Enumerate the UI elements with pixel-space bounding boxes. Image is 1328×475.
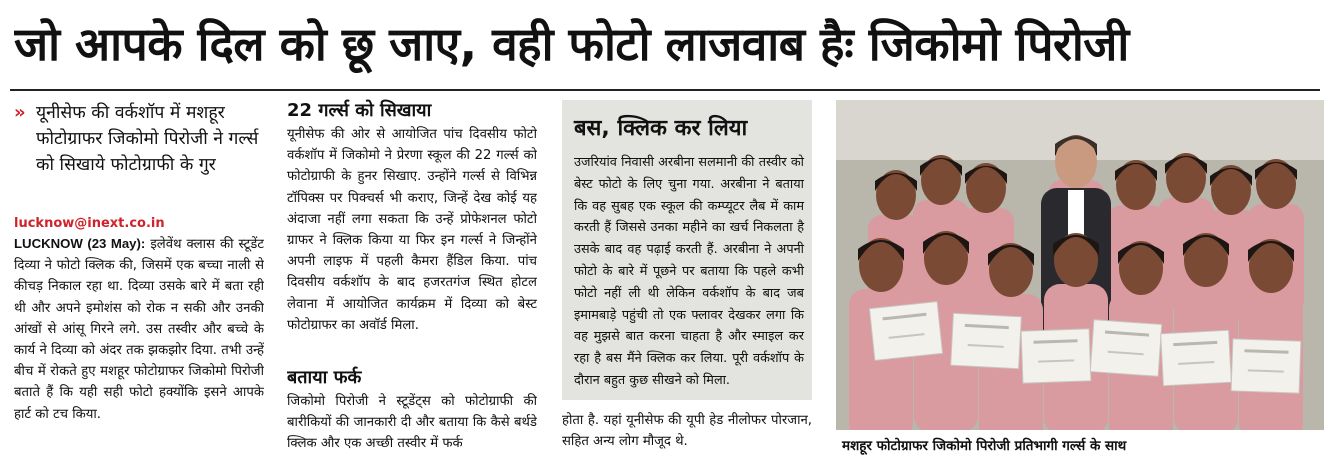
column-2-top [287, 98, 537, 373]
certificate [951, 313, 1022, 368]
reporter-email[interactable]: lucknow@inext.co.in [14, 216, 165, 231]
group-photo-illustration [836, 100, 1324, 430]
certificate [1161, 330, 1232, 385]
box-body: उजरियांव निवासी अरबीना सलमानी की तस्वीर को बेस्ट फोटो के लिए चुना गया. अरबीना ने बताया कि वह सुबह एक स्कूल की कम्प्यूटर लैब में काम करती हैं जिससे उनका महीने का खर्च निकलता है उसके बाद वह पढ़ाई करती हैं. अरबीना ने अपनी फोटो के बारे में पूछने पर बताया कि पहले कभी फोटो नहीं ली थी लेकिन वर्कशॉप के बाद जब इमामबाड़े पहुंची तो एक फ्लावर देखकर लगा कि वह मुझसे बात करना चाहता है और स्माइल कर रहा है बस मैंने क्लिक कर लिया. पूरी वर्कशॉप के दौरान बहुत कुछ सीखने को मिला. [574, 155, 804, 388]
column-1 [14, 233, 264, 473]
certificate [1090, 320, 1161, 377]
photographer-shirt [1068, 190, 1084, 240]
double-chevron-icon: » [14, 102, 26, 123]
group-photo [836, 100, 1324, 430]
headline: जो आपके दिल को छू जाए, वही फोटो लाजवाब हैः जिकोमो पिरोजी [14, 17, 1129, 71]
highlight-text: यूनीसेफ की वर्कशॉप में मशहूर फोटोग्राफर जिकोमो पिरोजी ने गर्ल्स को सिखाये फोटोग्राफी के गुर [36, 103, 259, 175]
certificate [869, 302, 942, 361]
column-2-bottom [287, 365, 537, 473]
subhead-22-girls: 22 गर्ल्स को सिखाया [287, 100, 432, 121]
column-3-continuation [562, 410, 812, 470]
subhead-difference: बताया फर्क [287, 367, 362, 388]
lead-paragraph [14, 233, 264, 425]
sidebar-box [562, 100, 812, 400]
certificate [1021, 329, 1091, 383]
highlight-box [14, 100, 262, 210]
photo-caption: मशहूर फोटोग्राफर जिकोमो पिरोजी प्रतिभागी गर्ल्स के साथ [842, 438, 1127, 454]
dateline: LUCKNOW (23 May): [14, 236, 146, 251]
box-title: बस, क्लिक कर लिया [574, 116, 748, 141]
paragraph-difference: जिकोमो पिरोजी ने स्टूडेंट्स को फोटोग्राफी की बारीकियों की जानकारी दी और बताया कि कैसे बर्थडे क्लिक और एक अच्छी तस्वीर में फर्क [287, 394, 537, 452]
paragraph-continuation: होता है. यहां यूनीसेफ की यूपी हेड नीलोफर पोरजान, सहित अन्य लोग मौजूद थे. [562, 413, 812, 450]
headline-rule [10, 89, 1320, 91]
paragraph-workshop: यूनीसेफ की ओर से आयोजित पांच दिवसीय फोटो वर्कशॉप में जिकोमो ने प्रेरणा स्कूल की 22 गर्ल्स को फोटोग्राफी के हुनर सिखाए. उन्होंने गर्ल्स से विभिन्न टॉपिक्स पर पिक्चर्स भी कराए, जिन्हें देख कोई यह अंदाजा नहीं लगा सकता कि उन्हें प्रोफेशनल फोटो ग्राफर ने क्लिक किया या फिर इन गर्ल्स ने जिन्होंने अपनी लाइफ में पहली कैमरा हैंडिल किया. पांच दिवसीय वर्कशॉप के बाद हजरतगंज स्थित होटल लेवाना में आयोजित कार्यक्रम में दिव्या को बेस्ट फोटोग्राफर का अवॉर्ड मिला. [287, 127, 537, 333]
lead-body: इलेवेंथ क्लास की स्टूडेंट दिव्या ने फोटो क्लिक की, जिसमें एक बच्चा नाली से कीचड़ निकाल रहा था. दिव्या उसके बारे में बता रही थी और अपने इमोशंस को रोक न सकी और उनकी आंखों से आंसू गिरने लगे. उस तस्वीर और बच्चे के कार्य ने दिव्या को अंदर तक झकझोर दिया. तभी उन्हें बीच में रोकते हुए मशहूर फोटोग्राफर जिकोमो पिरोजी बताते हैं कि यही सही फोटो हक्योंकि इसने आपके हार्ट को टच किया. [14, 237, 264, 422]
certificate [1231, 339, 1301, 393]
